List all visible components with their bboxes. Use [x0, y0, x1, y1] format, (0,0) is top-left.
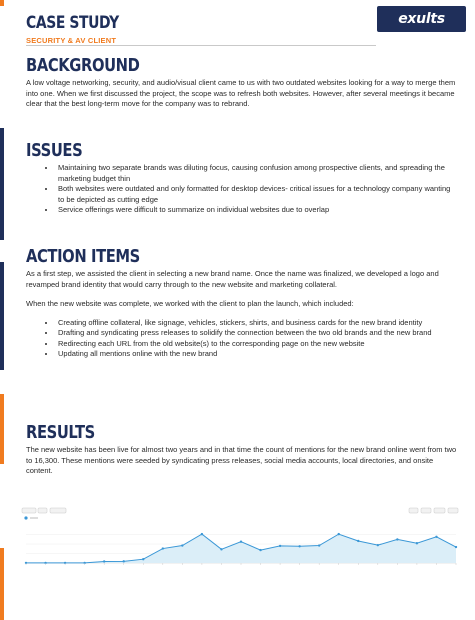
- page-subtitle: SECURITY & AV CLIENT: [26, 36, 117, 45]
- chart-data-point: [279, 545, 281, 547]
- chart-range-button: [421, 508, 431, 513]
- background-body: A low voltage networking, security, and audio/visual client came to us with two outdated websites looking for a way to merge them into one. When we first discussed the project, the scope was to refresh both websites. However, after several meetings it became clear that the best long-term move for the company was to rebrand.: [26, 78, 456, 108]
- chart-range-button: [409, 508, 418, 513]
- chart-data-point: [455, 546, 457, 548]
- chart-data-point: [357, 540, 359, 542]
- chart-data-point: [201, 533, 203, 535]
- issues-section: [26, 142, 458, 216]
- background-heading: BACKGROUND: [26, 55, 140, 76]
- chart-data-point: [240, 541, 242, 543]
- chart-data-point: [259, 549, 261, 551]
- chart-range-button: [434, 508, 445, 513]
- logo-text: exults: [398, 11, 445, 27]
- action-items-section: [26, 248, 458, 360]
- list-item: • Maintaining two separate brands was diluting focus, causing confusion among prospective clients, and spreading the marketing budget thin: [56, 163, 458, 184]
- page-title: CASE STUDY: [26, 13, 119, 33]
- accent-bar-navy: [0, 128, 4, 240]
- accent-bar-orange: [0, 394, 4, 464]
- chart-data-point: [162, 547, 164, 549]
- chart-toolbar-control: [38, 508, 47, 513]
- chart-toolbar-control: [22, 508, 36, 513]
- accent-bar-orange: [0, 548, 4, 620]
- chart-legend-swatch: [24, 516, 27, 519]
- chart-toolbar-control: [50, 508, 66, 513]
- chart-data-point: [220, 548, 222, 550]
- mentions-chart: [20, 505, 465, 577]
- list-item: • Service offerings were difficult to summarize on individual websites due to overlap: [56, 205, 458, 216]
- list-item: • Updating all mentions online with the new brand: [56, 349, 458, 360]
- header-divider: [26, 45, 376, 46]
- accent-bar-navy: [0, 262, 4, 370]
- results-section: [26, 424, 458, 477]
- results-heading: RESULTS: [26, 422, 95, 443]
- chart-data-point: [435, 536, 437, 538]
- chart-data-point: [338, 533, 340, 535]
- chart-area-fill: [26, 534, 456, 563]
- action-items-heading: ACTION ITEMS: [26, 246, 140, 267]
- chart-data-point: [123, 560, 125, 562]
- chart-data-point: [416, 542, 418, 544]
- chart-data-point: [103, 560, 105, 562]
- brand-logo: [377, 6, 466, 32]
- list-item: • Both websites were outdated and only formatted for desktop devices- critical issues for a technology company wanting to be depicted as cutting edge: [56, 184, 458, 205]
- chart-data-point: [377, 544, 379, 546]
- list-item: • Drafting and syndicating press releases to solidify the connection between the two old brands and the new brand: [56, 328, 458, 339]
- chart-data-point: [181, 544, 183, 546]
- results-body: The new website has been live for almost two years and in that time the count of mentions for the new brand online went from two to 16,300. These mentions were seeded by syndicating press releases, social media accounts, local directories, and onsite content.: [26, 445, 457, 475]
- chart-data-point: [142, 558, 144, 560]
- action-items-body: As a first step, we assisted the client in selecting a new brand name. Once the name was finalized, we developed a logo and revamped brand identity that would carry through to the new website and marketing collateral.: [26, 269, 439, 289]
- action-items-list: [26, 318, 458, 360]
- chart-range-button: [448, 508, 458, 513]
- chart-data-point: [396, 538, 398, 540]
- background-section: [26, 57, 458, 110]
- chart-data-point: [298, 545, 300, 547]
- issues-heading: ISSUES: [26, 140, 83, 161]
- issues-list: [26, 163, 458, 216]
- list-item: • Creating offline collateral, like signage, vehicles, stickers, shirts, and business cards for the new brand identity: [56, 318, 458, 329]
- action-items-launch-intro: When the new website was complete, we worked with the client to plan the launch, which included:: [26, 299, 354, 308]
- chart-data-point: [318, 544, 320, 546]
- list-item: • Redirecting each URL from the old website(s) to the corresponding page on the new website: [56, 339, 458, 350]
- accent-bar-orange: [0, 0, 4, 6]
